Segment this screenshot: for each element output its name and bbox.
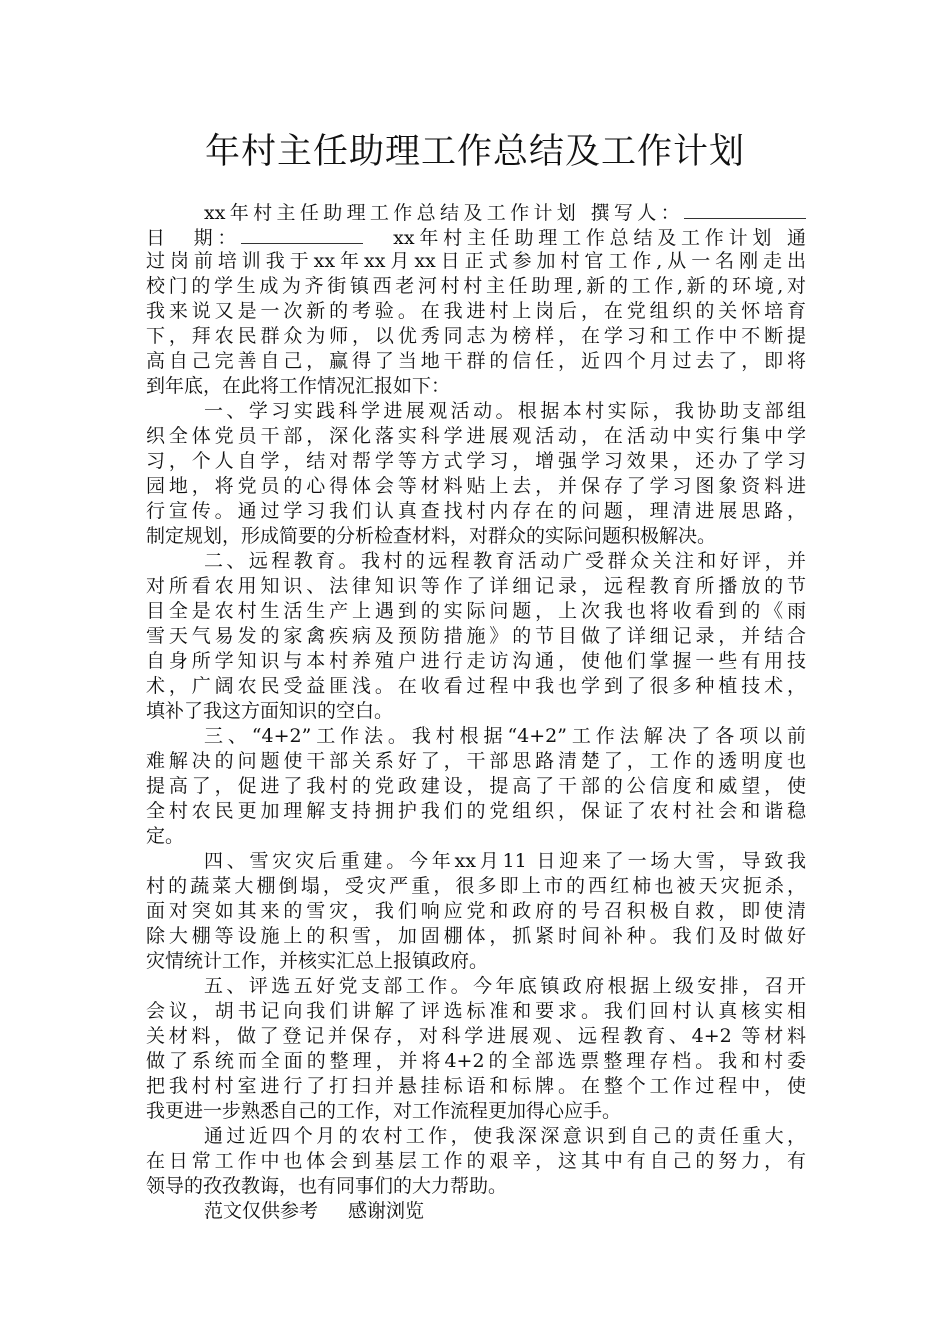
body-text-line-content: 制定规划，形成简要的分析检查材料，对群众的实际问题积极解决。 — [146, 525, 717, 547]
document-title: 年村主任助理工作总结及工作计划 — [204, 132, 745, 172]
body-text-line-content: 校门的学生成为齐街镇西老河村村主任助理,新的工作,新的环境,对 — [146, 275, 806, 297]
body-text-line-content: 通过近四个月的农村工作，使我深深意识到自己的责任重大， — [204, 1125, 806, 1147]
footer-thanks-text: 感谢浏览 — [348, 1200, 425, 1222]
body-text-line — [146, 1124, 806, 1149]
date-blank-field — [241, 224, 363, 244]
body-text-line-content: 难解决的问题使干部关系好了，干部思路清楚了，工作的透明度也 — [146, 750, 806, 772]
body-text-line — [146, 649, 806, 674]
body-lines — [146, 249, 806, 1199]
body-text-line — [146, 1049, 806, 1074]
body-text-line-content: 我来说又是一次新的考验。在我进村上岗后，在党组织的关怀培育 — [146, 300, 806, 322]
body-text-line-content: 面对突如其来的雪灾，我们响应党和政府的号召积极自救，即使清 — [146, 900, 806, 922]
body-text-line-content: 填补了我这方面知识的空白。 — [146, 700, 394, 722]
body-text-line-content: 园地，将党员的心得体会等材料贴上去，并保存了学习图象资料进 — [146, 475, 806, 497]
footer-reference-text: 范文仅供参考 — [204, 1200, 319, 1222]
body-text-line-content: 在日常工作中也体会到基层工作的艰辛，这其中有自己的努力，有 — [146, 1150, 806, 1172]
body-text-line — [146, 374, 806, 399]
body-text-line — [146, 974, 806, 999]
body-text-line — [146, 724, 806, 749]
body-text-line — [146, 849, 806, 874]
document-body — [146, 199, 806, 1224]
body-text-line-content: 做了系统而全面的整理，并将4+2的全部选票整理存档。我和村委 — [146, 1050, 806, 1072]
body-text-line — [146, 274, 806, 299]
body-text-line-content: 到年底，在此将工作情况汇报如下： — [146, 375, 451, 397]
body-text-line-content: 全村农民更加理解支持拥护我们的党组织，保证了农村社会和谐稳 — [146, 800, 806, 822]
body-text-line — [146, 574, 806, 599]
body-text-line — [146, 424, 806, 449]
date-label: 日 期： — [146, 227, 242, 249]
body-text-line — [146, 299, 806, 324]
body-text-line-content: 目全是农村生活生产上遇到的实际问题，上次我也将收看到的《雨 — [146, 600, 806, 622]
header-title-text: xx年村主任助理工作总结及工作计划 撰写人： — [204, 202, 684, 224]
header-line-date — [146, 224, 806, 249]
body-text-line-content: 定。 — [146, 825, 185, 847]
body-text-line — [146, 799, 806, 824]
author-blank-field — [684, 199, 806, 219]
body-text-line — [146, 1174, 806, 1199]
body-text-line-content: 习，个人自学，结对帮学等方式学习，增强学习效果，还办了学习 — [146, 450, 806, 472]
body-text-line-content: 二、远程教育。我村的远程教育活动广受群众关注和好评，并 — [204, 550, 806, 572]
header-line-author — [146, 199, 806, 224]
body-text-line-content: 高自己完善自己，赢得了当地干群的信任，近四个月过去了，即将 — [146, 350, 806, 372]
body-text-line — [146, 499, 806, 524]
body-text-line — [146, 749, 806, 774]
body-text-line-content: 把我村村室进行了打扫并悬挂标语和标牌。在整个工作过程中，使 — [146, 1075, 806, 1097]
body-text-line-content: 提高了，促进了我村的党政建设，提高了干部的公信度和威望，使 — [146, 775, 806, 797]
body-text-line — [146, 599, 806, 624]
body-text-line — [146, 824, 806, 849]
body-text-line — [146, 774, 806, 799]
body-text-line — [146, 624, 806, 649]
body-text-line — [146, 474, 806, 499]
body-text-line-content: 村的蔬菜大棚倒塌，受灾严重，很多即上市的西红柿也被天灾扼杀， — [146, 875, 806, 897]
body-text-line-content: 一、学习实践科学进展观活动。根据本村实际，我协助支部组 — [204, 400, 806, 422]
body-text-line — [146, 399, 806, 424]
body-text-line-content: 除大棚等设施上的积雪，加固棚体，抓紧时间补种。我们及时做好 — [146, 925, 806, 947]
body-text-line-content: 领导的孜孜教诲，也有同事们的大力帮助。 — [146, 1175, 508, 1197]
body-text-line — [146, 1149, 806, 1174]
body-text-line-content: 会议，胡书记向我们讲解了评选标准和要求。我们回村认真核实相 — [146, 1000, 806, 1022]
body-text-line-content: 关材料，做了登记并保存，对科学进展观、远程教育、4+2 等材料 — [146, 1025, 806, 1047]
body-text-line-content: 术，广阔农民受益匪浅。在收看过程中我也学到了很多种植技术， — [146, 675, 806, 697]
body-text-line — [146, 924, 806, 949]
body-text-line — [146, 549, 806, 574]
body-text-line-content: 织全体党员干部，深化落实科学进展观活动，在活动中实行集中学 — [146, 425, 806, 447]
body-text-line-content: 对所看农用知识、法律知识等作了详细记录，远程教育所播放的节 — [146, 575, 806, 597]
body-text-line-content: 过岗前培训我于xx年xx月xx日正式参加村官工作,从一名刚走出 — [146, 250, 806, 272]
body-text-line-content: 三、“4+2”工作法。我村根据“4+2”工作法解决了各项以前 — [204, 725, 806, 747]
body-text-line — [146, 949, 806, 974]
body-text-line — [146, 449, 806, 474]
body-text-line-content: 我更进一步熟悉自己的工作，对工作流程更加得心应手。 — [146, 1100, 622, 1122]
body-text-line — [146, 349, 806, 374]
body-text-line-content: 雪天气易发的家禽疾病及预防措施》的节目做了详细记录，并结合 — [146, 625, 806, 647]
body-text-line-content: 四、雪灾灾后重建。今年xx月11 日迎来了一场大雪，导致我 — [204, 850, 806, 872]
body-text-line-content: 下，拜农民群众为师，以优秀同志为榜样，在学习和工作中不断提 — [146, 325, 806, 347]
header-intro-text: xx年村主任助理工作总结及工作计划 通 — [393, 227, 806, 249]
body-text-line-content: 灾情统计工作，并核实汇总上报镇政府。 — [146, 950, 489, 972]
body-text-line-content: 自身所学知识与本村养殖户进行走访沟通，使他们掌握一些有用技 — [146, 650, 806, 672]
body-text-line — [146, 674, 806, 699]
body-text-line — [146, 699, 806, 724]
body-text-line — [146, 249, 806, 274]
body-text-line-content: 五、评选五好党支部工作。今年底镇政府根据上级安排，召开 — [204, 975, 806, 997]
body-text-line-content: 行宣传。通过学习我们认真查找村内存在的问题，理清进展思路， — [146, 500, 806, 522]
body-text-line — [146, 524, 806, 549]
body-text-line — [146, 1074, 806, 1099]
body-text-line — [146, 324, 806, 349]
body-text-line — [146, 1024, 806, 1049]
body-text-line — [146, 999, 806, 1024]
body-text-line — [146, 899, 806, 924]
footer-line — [146, 1199, 806, 1224]
body-text-line — [146, 874, 806, 899]
body-text-line — [146, 1099, 806, 1124]
